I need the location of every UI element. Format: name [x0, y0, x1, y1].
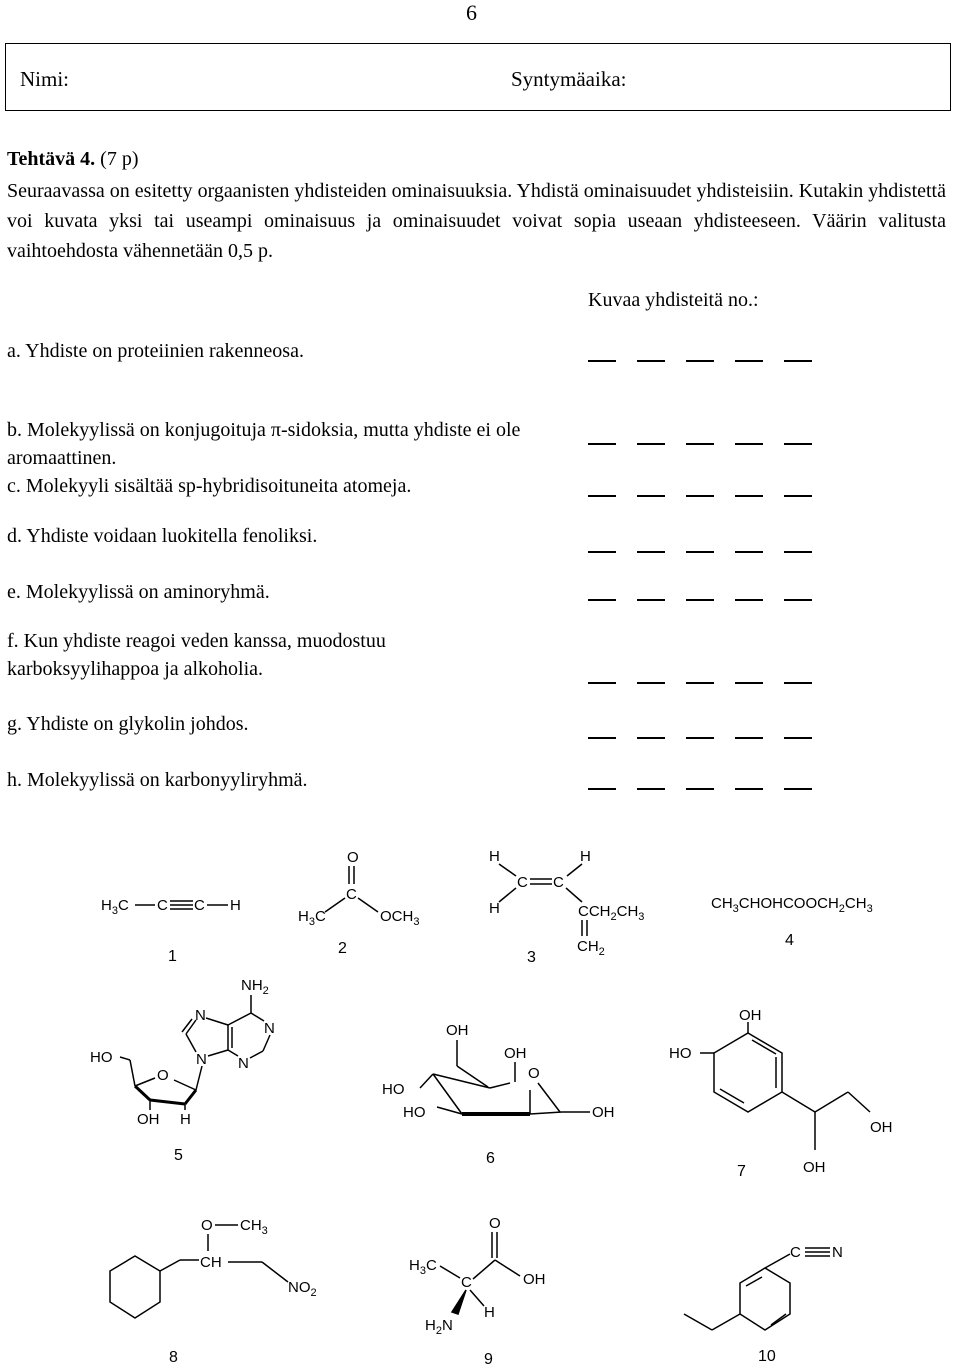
s5-oh: OH — [137, 1111, 160, 1128]
s5-n1: N — [195, 1007, 206, 1024]
s5-n3: N — [196, 1051, 207, 1068]
item-a: a. Yhdiste on proteiinien rakenneosa. — [7, 340, 304, 362]
s6-ho-1: HO — [382, 1081, 405, 1098]
structure-9 — [409, 1215, 546, 1367]
page-number: 6 — [466, 0, 477, 25]
s6-oh-right: OH — [592, 1104, 615, 1121]
s5-ho: HO — [90, 1049, 113, 1066]
s4-number: 4 — [785, 932, 794, 949]
name-label: Nimi: — [20, 67, 70, 91]
s3-h-top-right: H — [580, 848, 591, 865]
structure-7 — [669, 1007, 893, 1180]
s5-o: O — [157, 1067, 169, 1084]
s6-o: O — [528, 1065, 540, 1082]
s9-oh: OH — [523, 1271, 546, 1288]
structure-10 — [684, 1244, 843, 1365]
s3-h-bottom-left: H — [489, 900, 500, 917]
task-intro: Seuraavassa on esitetty orgaanisten yhdisteiden ominaisuuksia. Yhdistä ominaisuudet yhdisteisiin. Kutakin yhdistettä voi kuvata yksi tai useampi ominaisuus ja ominaisuudet voivat sopia useaan yhdisteeseen. Väärin valitusta vaihtoehdosta vähennetään 0,5 p. — [7, 180, 946, 262]
structure-1 — [101, 897, 241, 965]
s6-oh-mid: OH — [504, 1045, 527, 1062]
s5-n2: N — [264, 1020, 275, 1037]
task-title-bold: Tehtävä 4. — [7, 148, 96, 170]
task-points: (7 p) — [95, 148, 139, 170]
structure-5 — [90, 977, 275, 1164]
s1-number: 1 — [168, 948, 177, 965]
s7-ho: HO — [669, 1045, 692, 1062]
s8-ch: CH — [200, 1254, 222, 1271]
s7-oh-right: OH — [870, 1119, 893, 1136]
s9-o: O — [489, 1215, 501, 1232]
s3-number: 3 — [527, 949, 536, 966]
s9-number: 9 — [484, 1351, 493, 1367]
s2-h3c: $H_3C$ — [298, 908, 326, 928]
s6-number: 6 — [486, 1150, 495, 1167]
s9-c: C — [461, 1274, 472, 1291]
s6-ho-2: HO — [403, 1104, 426, 1121]
structure-4 — [711, 895, 873, 949]
s3-cch2ch3: $CCH_2CH_3$ — [578, 903, 645, 923]
s10-n: N — [832, 1244, 843, 1261]
item-h: h. Molekyylissä on karbonyyliryhmä. — [7, 769, 308, 791]
s5-h: H — [180, 1111, 191, 1128]
s3-ch2: $CH_2$ — [577, 938, 605, 958]
s10-number: 10 — [758, 1348, 776, 1365]
s10-c: C — [790, 1244, 801, 1261]
s5-nh2: $NH_2$ — [241, 977, 269, 997]
item-g: g. Yhdiste on glykolin johdos. — [7, 713, 249, 735]
s1-c1: C — [157, 897, 168, 914]
structure-3 — [489, 848, 644, 966]
s2-o: O — [347, 849, 359, 866]
s4-formula: $CH_3CHOHCOOCH_2CH_3$ — [711, 895, 873, 915]
s7-number: 7 — [737, 1163, 746, 1180]
s2-number: 2 — [338, 940, 347, 957]
structure-8 — [110, 1217, 317, 1366]
s8-no2: $NO_2$ — [288, 1279, 317, 1299]
s3-c2: C — [553, 874, 564, 891]
s1-c2: C — [194, 897, 205, 914]
s9-h3c: $H_3C$ — [409, 1257, 437, 1277]
structure-6 — [382, 1022, 615, 1167]
s8-ch3: $CH_3$ — [240, 1217, 268, 1237]
s8-o: O — [201, 1217, 213, 1234]
item-e: e. Molekyylissä on aminoryhmä. — [7, 581, 270, 603]
s1-h: H — [230, 897, 241, 914]
s3-c1: C — [517, 874, 528, 891]
s2-och3: $OCH_3$ — [380, 908, 420, 928]
item-b: b. Molekyylissä on konjugoituja π-sidoksia, mutta yhdiste ei ole aromaattinen. — [7, 419, 521, 469]
s3-h-top-left: H — [489, 848, 500, 865]
item-d: d. Yhdiste voidaan luokitella fenoliksi. — [7, 525, 318, 547]
s5-number: 5 — [174, 1147, 183, 1164]
s9-h2n: $H_2N$ — [425, 1317, 453, 1337]
item-c: c. Molekyyli sisältää sp-hybridisoituneita atomeja. — [7, 475, 412, 497]
s5-n4: N — [238, 1055, 249, 1072]
s7-oh-bottom: OH — [803, 1159, 826, 1176]
s6-oh-top: OH — [446, 1022, 469, 1039]
s2-c: C — [346, 886, 357, 903]
s1-h3c: $H_3C$ — [101, 897, 129, 917]
item-f: f. Kun yhdiste reagoi veden kanssa, muodostuu karboksyylihappoa ja alkoholia. — [7, 630, 386, 680]
structure-2 — [298, 849, 419, 957]
birthdate-label: Syntymäaika: — [511, 67, 627, 91]
s7-oh-top: OH — [739, 1007, 762, 1024]
s9-h: H — [484, 1304, 495, 1321]
s8-number: 8 — [169, 1349, 178, 1366]
column-header: Kuvaa yhdisteitä no.: — [588, 289, 759, 311]
